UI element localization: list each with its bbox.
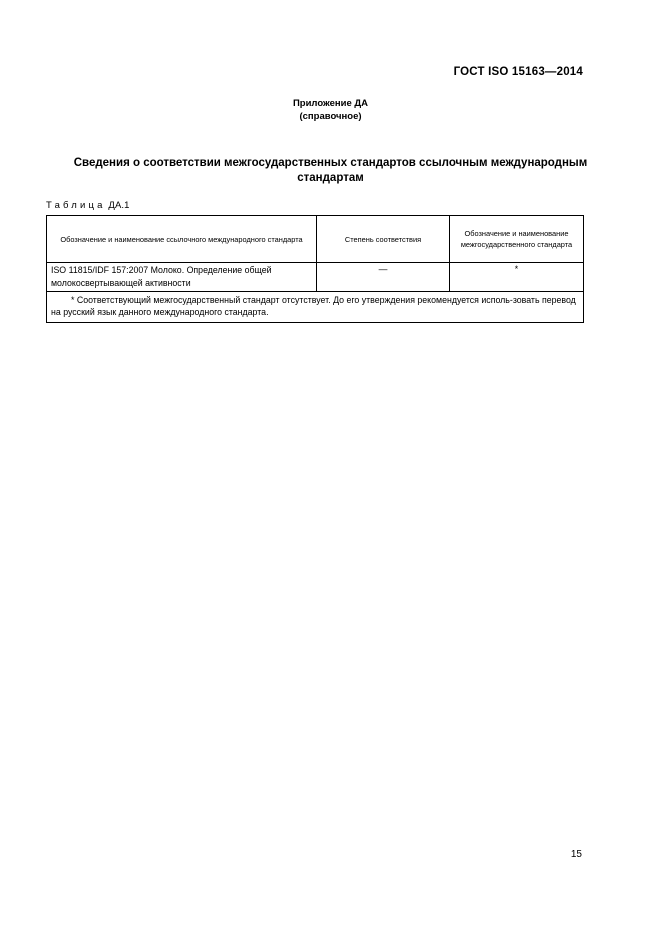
cell-reference-standard: ISO 11815/IDF 157:2007 Молоко. Определение общей молокосвертывающей активности xyxy=(47,263,317,292)
column-header-reference-standard: Обозначение и наименование ссылочного международного стандарта xyxy=(47,216,317,263)
annex-title: Приложение ДА xyxy=(292,98,369,109)
column-header-interstate-standard: Обозначение и наименование межгосударственного стандарта xyxy=(450,216,584,263)
table-header-row xyxy=(47,216,584,263)
table-caption xyxy=(46,200,130,211)
document-code: ГОСТ ISO 15163—2014 xyxy=(453,66,583,78)
cell-degree: — xyxy=(317,263,450,292)
table-footnote: * Соответствующий межгосударственный стандарт отсутствует. До его утверждения рекомендуется исполь-зовать перевод на русский язык данного международного стандарта. xyxy=(47,292,584,323)
column-header-degree: Степень соответствия xyxy=(317,216,450,263)
table-caption-id: ДА.1 xyxy=(108,200,130,211)
page-number: 15 xyxy=(570,849,582,860)
cell-interstate-standard: * xyxy=(450,263,584,292)
table-caption-prefix: Таблица xyxy=(46,200,106,211)
section-title: Сведения о соответствии межгосударственных стандартов ссылочным международным стандартам xyxy=(73,157,588,184)
correspondence-table xyxy=(46,215,584,323)
annex-subtitle: (справочное) xyxy=(299,111,362,122)
annex-heading xyxy=(0,97,661,123)
table-footnote-row xyxy=(47,292,584,323)
table-row xyxy=(47,263,584,292)
